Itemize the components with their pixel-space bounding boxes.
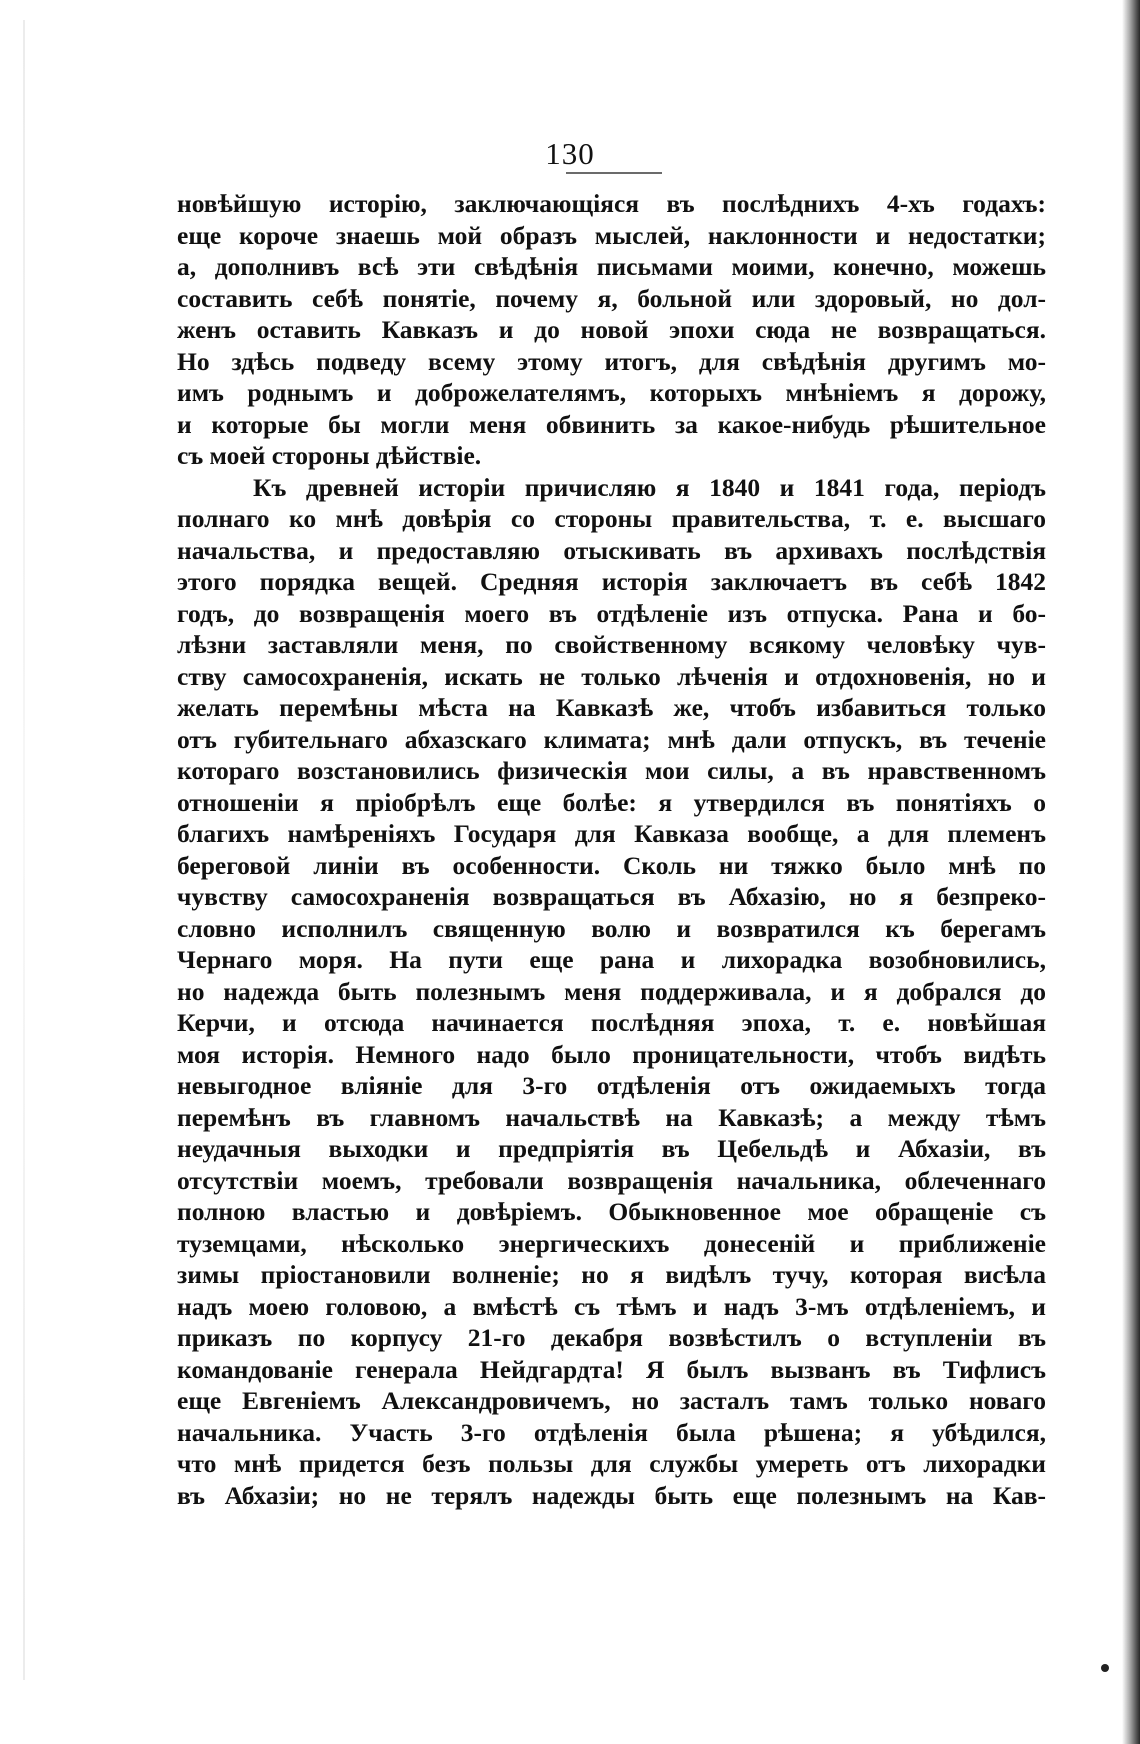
text-line: Но здѣсь подведу всему этому итогъ, для свѣдѣнія другимъ мо- (177, 346, 1046, 376)
text-line: моя исторія. Немного надо было проницательности, чтобъ видѣть (177, 1039, 1046, 1069)
text-line: отсутствіи моемъ, требовали возвращенія начальника, облеченнаго (177, 1165, 1046, 1195)
paragraph-2 (177, 472, 1046, 1512)
body-text (177, 188, 1046, 1511)
text-line: полнаго ко мнѣ довѣрія со стороны правительства, т. е. высшаго (177, 504, 1046, 533)
text-line: желать перемѣны мѣста на Кавказѣ же, чтобъ избавиться только (177, 693, 1046, 722)
text-line: въ Абхазіи; но не терялъ надежды быть еще полезнымъ на Кав- (177, 1480, 1046, 1510)
text-line: годъ, до возвращенія моего въ отдѣленіе изъ отпуска. Рана и бо- (177, 598, 1046, 628)
paragraph-1 (177, 188, 1046, 472)
scan-right-edge (1122, 0, 1140, 1744)
text-line: но надежда быть полезнымъ меня поддерживала, и я добрался до (177, 976, 1046, 1006)
text-line: ству самосохраненія, искать не только лѣченія и отдохновенія, но и (177, 661, 1046, 691)
text-line: благихъ намѣреніяхъ Государя для Кавказа вообще, а для племенъ (177, 819, 1046, 848)
text-line: еще короче знаешь мой образъ мыслей, наклонности и недостатки; (177, 220, 1046, 250)
text-line: составить себѣ понятіе, почему я, больной или здоровый, но дол- (177, 283, 1046, 313)
text-line: женъ оставить Кавказъ и до новой эпохи сюда не возвращаться. (177, 315, 1046, 344)
text-line: зимы пріостановили волненіе; но я видѣлъ тучу, которая висѣла (177, 1260, 1046, 1289)
text-line: котораго возстановились физическія мои силы, а въ нравственномъ (177, 756, 1046, 785)
text-line: Къ древней исторіи причисляю я 1840 и 1841 года, періодъ (253, 472, 1046, 502)
scan-speck (1101, 1664, 1109, 1672)
text-line: этого порядка вещей. Средняя исторія заключаетъ въ себѣ 1842 (177, 567, 1046, 596)
text-line: отношеніи я пріобрѣлъ еще болѣе: я утвердился въ понятіяхъ о (177, 787, 1046, 817)
text-line: невыгодное вліяніе для 3-го отдѣленія отъ ожидаемыхъ тогда (177, 1071, 1046, 1100)
text-line: имъ роднымъ и доброжелателямъ, которыхъ мнѣніемъ я дорожу, (177, 378, 1046, 407)
text-line: новѣйшую исторію, заключающіяся въ послѣднихъ 4-хъ годахъ: (177, 189, 1046, 218)
text-line: неудачныя выходки и предпріятія въ Цебельдѣ и Абхазіи, въ (177, 1134, 1046, 1163)
text-line: полною властью и довѣріемъ. Обыкновенное мое обращеніе съ (177, 1197, 1046, 1226)
text-line: начальника. Участь 3-го отдѣленія была рѣшена; я убѣдился, (177, 1417, 1046, 1447)
text-line: командованіе генерала Нейдгардта! Я былъ вызванъ въ Тифлисъ (177, 1354, 1046, 1384)
text-line: словно исполнилъ священную волю и возвратился къ берегамъ (177, 913, 1046, 943)
text-line: чувству самосохраненія возвращаться въ Абхазію, но я безпреко- (177, 882, 1046, 911)
page-number: 130 (545, 136, 595, 171)
text-line: отъ губительнаго абхазскаго климата; мнѣ дали отпускъ, въ теченіе (177, 724, 1046, 754)
text-line: надъ моею головою, а вмѣстѣ съ тѣмъ и надъ 3-мъ отдѣленіемъ, и (177, 1291, 1046, 1321)
text-line: еще Евгеніемъ Александровичемъ, но засталъ тамъ только новаго (177, 1386, 1046, 1415)
text-line: береговой линіи въ особенности. Сколь ни тяжко было мнѣ по (177, 850, 1046, 880)
text-line: туземцами, нѣсколько энергическихъ донесеній и приближеніе (177, 1228, 1046, 1258)
text-line: лѣзни заставляли меня, по свойственному всякому человѣку чув- (177, 630, 1046, 659)
text-line: приказъ по корпусу 21-го декабря возвѣстилъ о вступленіи въ (177, 1323, 1046, 1352)
text-line: и которые бы могли меня обвинить за какое-нибудь рѣшительное (177, 409, 1046, 439)
text-line: перемѣнъ въ главномъ начальствѣ на Кавказѣ; а между тѣмъ (177, 1102, 1046, 1132)
text-line: Чернаго моря. На пути еще рана и лихорадка возобновились, (177, 945, 1046, 974)
text-line: а, дополнивъ всѣ эти свѣдѣнія письмами моими, конечно, можешь (177, 252, 1046, 281)
text-line: что мнѣ придется безъ пользы для службы умереть отъ лихорадки (177, 1449, 1046, 1478)
text-line: съ моей стороны дѣйствіе. (177, 441, 482, 470)
scan-left-edge (23, 20, 25, 1680)
text-line: Керчи, и отсюда начинается послѣдняя эпоха, т. е. новѣйшая (177, 1008, 1046, 1037)
text-line: начальства, и предоставляю отыскивать въ архивахъ послѣдствія (177, 535, 1046, 565)
page-number-underline (566, 172, 662, 174)
